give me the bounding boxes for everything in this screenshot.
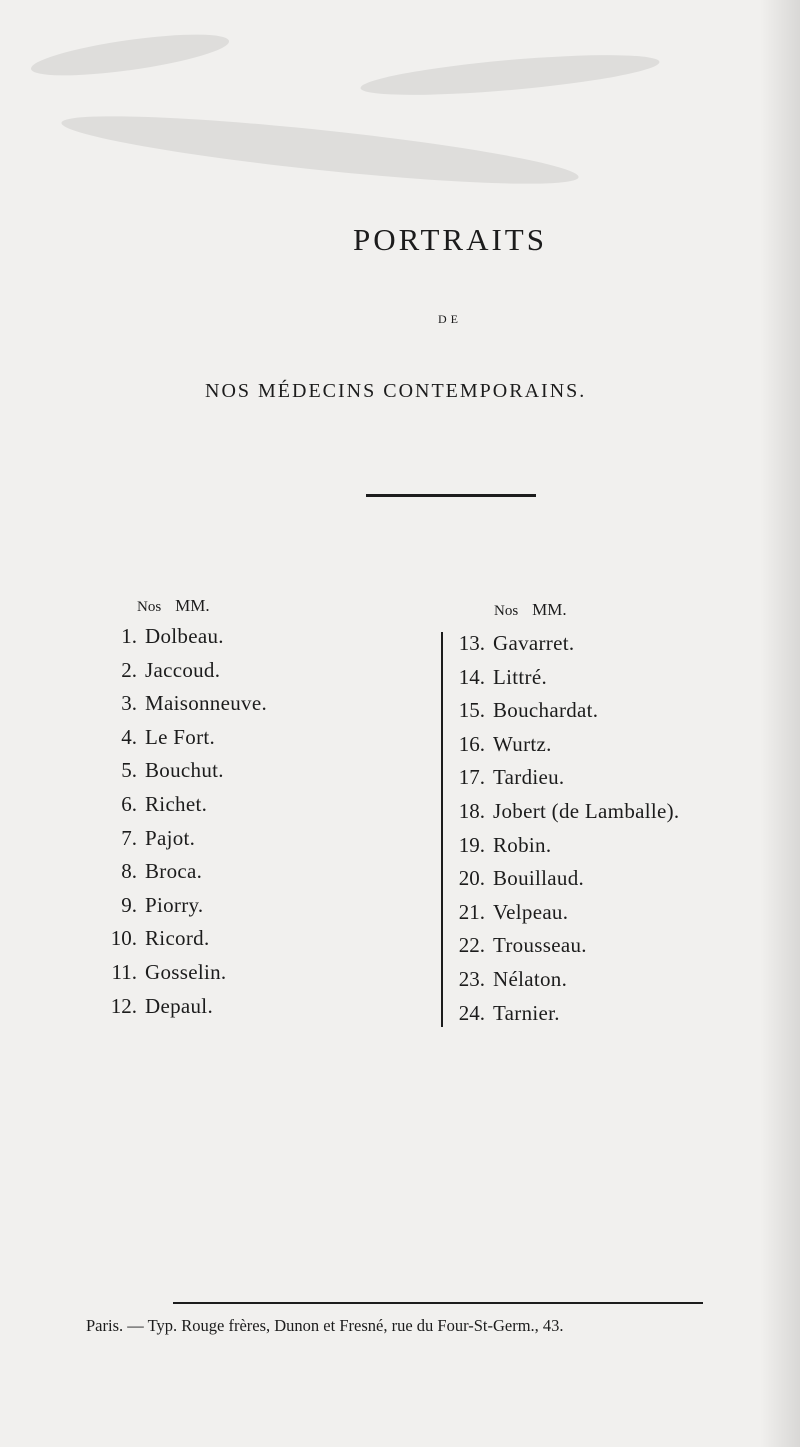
list-item [102, 855, 267, 889]
list-item [450, 896, 679, 930]
list-item [102, 620, 267, 654]
item-number: 20. [458, 866, 485, 891]
item-number: 15. [458, 698, 485, 723]
page-subtitle: NOS MÉDECINS CONTEMPORAINS. [205, 380, 587, 402]
list-item [102, 990, 267, 1024]
ink-smudge [59, 103, 580, 197]
item-name: Tardieu. [493, 765, 565, 790]
item-name: Gavarret. [493, 631, 575, 655]
item-name: Trousseau. [493, 933, 587, 958]
item-number: 17. [458, 765, 485, 790]
item-name: Tarnier. [493, 1000, 560, 1025]
item-name: Broca. [145, 859, 203, 884]
list-item [450, 795, 679, 829]
item-number: 5. [121, 758, 137, 783]
ink-smudge [29, 26, 231, 84]
names-header: MM. [532, 600, 567, 619]
item-number: 13. [458, 631, 485, 655]
list-item [450, 862, 679, 896]
item-number: 7. [121, 825, 137, 850]
item-name: Wurtz. [493, 731, 552, 756]
item-number: 16. [458, 731, 485, 756]
item-name: Nélaton. [493, 966, 568, 991]
list-item [450, 728, 679, 762]
item-number: 10. [110, 926, 137, 951]
list-item [450, 661, 679, 695]
item-name: Bouillaud. [493, 866, 585, 891]
title-rule [366, 494, 536, 497]
item-name: Bouchardat. [493, 698, 599, 723]
item-name: Le Fort. [145, 724, 216, 749]
ink-smudge [359, 47, 660, 103]
item-number: 6. [121, 791, 137, 816]
item-number: 9. [121, 892, 137, 917]
numbers-header: Nos [137, 599, 162, 615]
list-item [102, 822, 267, 856]
item-number: 12. [110, 993, 137, 1018]
title-preposition: DE [438, 312, 462, 326]
list-item [102, 889, 267, 923]
item-number: 2. [121, 657, 137, 682]
item-number: 21. [458, 899, 485, 924]
list-item [102, 956, 267, 990]
item-number: 11. [111, 959, 137, 984]
item-name: Dolbeau. [145, 624, 224, 648]
printer-imprint: Paris. — Typ. Rouge frères, Dunon et Fresné, rue du Four-St-Germ., 43. [86, 1316, 564, 1335]
item-name: Maisonneuve. [145, 691, 267, 716]
numbers-header: Nos [494, 603, 519, 619]
list-item [102, 654, 267, 688]
page-title: PORTRAITS [353, 222, 547, 257]
list-item [450, 929, 679, 963]
item-name: Jobert (de Lamballe). [493, 798, 680, 823]
item-name: Piorry. [145, 892, 204, 917]
left-column-header [137, 596, 210, 616]
list-item [450, 694, 679, 728]
list-item [102, 922, 267, 956]
right-column-header [494, 600, 567, 620]
column-divider [441, 632, 443, 1027]
list-item [450, 761, 679, 795]
list-item [450, 829, 679, 863]
item-name: Velpeau. [493, 899, 569, 924]
item-number: 18. [458, 798, 485, 823]
item-number: 23. [458, 966, 485, 991]
list-item [102, 754, 267, 788]
list-item [450, 627, 679, 661]
item-name: Robin. [493, 832, 552, 857]
item-number: 19. [458, 832, 485, 857]
page-edge-shadow [760, 0, 800, 1447]
item-name: Jaccoud. [145, 657, 221, 682]
item-name: Pajot. [145, 825, 196, 850]
list-item [102, 721, 267, 755]
list-item [102, 687, 267, 721]
item-name: Richet. [145, 791, 208, 816]
right-list [450, 627, 679, 1030]
item-name: Gosselin. [145, 959, 227, 984]
list-item [450, 997, 679, 1031]
item-number: 14. [458, 664, 485, 689]
names-header: MM. [175, 596, 210, 615]
item-name: Ricord. [145, 926, 210, 951]
item-number: 1. [121, 624, 137, 648]
item-name: Depaul. [145, 993, 213, 1018]
left-list [102, 620, 267, 1023]
item-number: 24. [458, 1000, 485, 1025]
item-number: 4. [121, 724, 137, 749]
list-item [450, 963, 679, 997]
item-name: Bouchut. [145, 758, 224, 783]
item-number: 22. [458, 933, 485, 958]
item-name: Littré. [493, 664, 547, 689]
footer-rule [173, 1302, 703, 1304]
item-number: 8. [121, 859, 137, 884]
item-number: 3. [121, 691, 137, 716]
list-item [102, 788, 267, 822]
